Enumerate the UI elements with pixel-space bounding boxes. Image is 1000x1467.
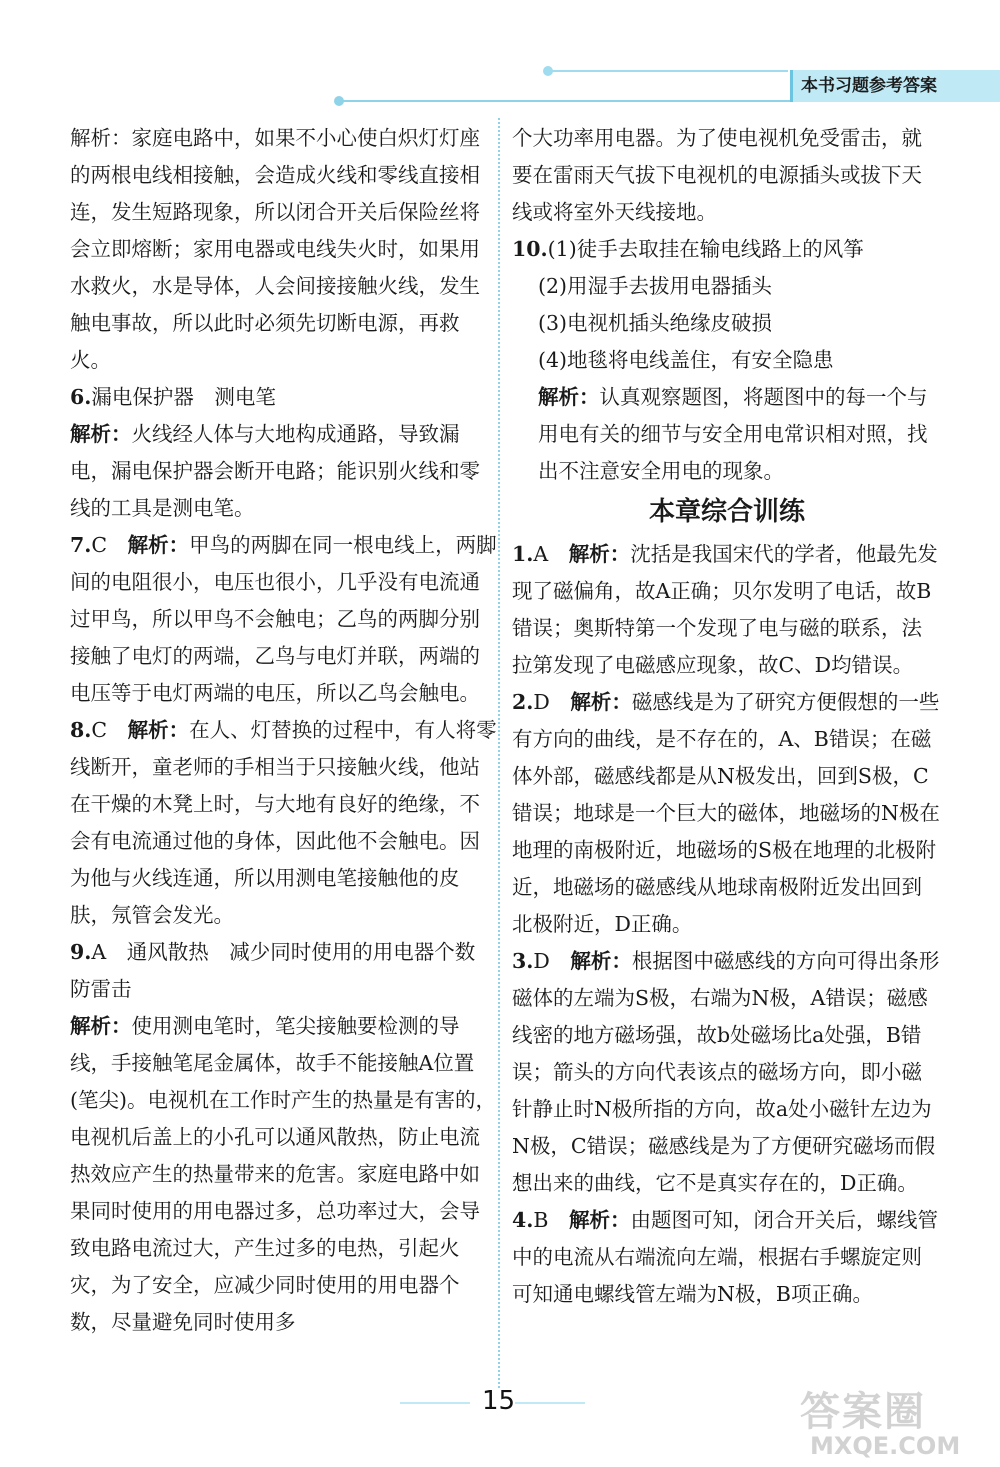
item-answer: A [533,542,549,566]
analysis-label: 解析： [538,385,600,409]
analysis-label: 解析： [70,1014,132,1038]
analysis-block-q5 [70,120,500,379]
analysis-text: 解析：家庭电路中，如果不小心使白炽灯灯座的两根电线相接触，会造成火线和零线直接相连，发生短路现象，所以闭合开关后保险丝将会立即熔断；家用电器或电线失火时，如果用水救火，水是导体，人会间接接触火线，发生触电事故，所以此时必须先切断电源，再救火。 [70,126,480,372]
answer-item-r2 [512,684,942,943]
analysis-text: 认真观察题图，将题图中的每一个与用电有关的细节与安全用电常识相对照，找出不注意安全用电的现象。 [538,385,928,483]
analysis-label: 解析： [127,718,190,742]
item-answer: D [533,949,550,973]
q10-answer-4: (4)地毯将电线盖住，有安全隐患 [538,348,834,372]
analysis-block-q9 [70,1008,500,1341]
watermark-line1: 答案圈 [800,1389,926,1435]
footer-deco-left [400,1402,470,1404]
item-number: 1. [512,542,534,566]
answer-item-r4 [512,1202,942,1313]
q10-answer-2: (2)用湿手去拔用电器插头 [538,274,773,298]
item-answer: 漏电保护器 测电笔 [91,385,276,409]
item-number: 7. [70,533,92,557]
item-answer: B [533,1208,549,1232]
header-accent-line [548,70,788,72]
footer-deco-right [515,1402,585,1404]
analysis-label: 解析： [568,1208,631,1232]
left-column [70,120,500,1341]
watermark-logo [800,1390,990,1460]
analysis-text: 个大功率用电器。为了使电视机免受雷击，就要在雷雨天气拔下电视机的电源插头或拔下天线或将室外天线接地。 [512,126,922,224]
answer-item-r1 [512,536,942,684]
header-rule-dot [334,96,344,106]
item-number: 3. [512,949,534,973]
analysis-label: 解析： [568,542,631,566]
analysis-label: 解析： [70,422,132,446]
item-answer: D [533,690,550,714]
analysis-label: 解析： [570,690,632,714]
item-number: 6. [70,385,92,409]
q10-answer-3: (3)电视机插头绝缘皮破损 [538,311,773,335]
analysis-text: 甲鸟的两脚在同一根电线上，两脚间的电阻很小，电压也很小，几乎没有电流通过甲鸟，所以甲鸟不会触电；乙鸟的两脚分别接触了电灯的两端，乙鸟与电灯并联，两端的电压等于电灯两端的电压，所以乙鸟会触电。 [70,533,497,705]
analysis-text: 在人、灯替换的过程中，有人将零线断开，童老师的手相当于只接触火线，他站在干燥的木凳上时，与大地有良好的绝缘，不会有电流通过他的身体，因此他不会触电。因为他与火线连通，所以用测电笔接触他的皮肤，氖管会发光。 [70,718,497,927]
watermark-line2: MXQE.COM [810,1432,961,1460]
analysis-label: 解析： [127,533,190,557]
answer-item-q8 [70,712,500,934]
analysis-text: 火线经人体与大地构成通路，导致漏电，漏电保护器会断开电路；能识别火线和零线的工具是测电笔。 [70,422,480,520]
analysis-block-q6 [70,416,500,527]
analysis-continuation-q9 [512,120,942,231]
answer-item-q10 [512,231,942,490]
header-tab-title: 本书习题参考答案 [790,70,1000,102]
analysis-text: 使用测电笔时，笔尖接触要检测的导线，手接触笔尾金属体，故手不能接触A位置(笔尖)。电视机在工作时产生的热量是有害的，电视机后盖上的小孔可以通风散热，防止电流热效应产生的热量带来的危害。家庭电路中如果同时使用的用电器过多，总功率过大，会导致电路电流过大，产生过多的电热，引起火灾，为了安全，应减少同时使用的用电器个数，尽量避免同时使用多 [70,1014,496,1334]
answer-item-q7 [70,527,500,712]
item-answer: C [91,718,108,742]
analysis-text: 沈括是我国宋代的学者，他最先发现了磁偏角，故A正确；贝尔发明了电话，故B错误；奥斯特第一个发现了电与磁的联系，法拉第发现了电磁感应现象，故C、D均错误。 [512,542,938,677]
item-answer: A 通风散热 减少同时使用的用电器个数 防雷击 [70,940,496,1001]
item-number: 9. [70,940,92,964]
item-number: 10. [512,237,548,261]
item-number: 4. [512,1208,534,1232]
header-accent-dot [543,66,553,76]
item-number: 2. [512,690,534,714]
q10-answer-1: (1)徒手去取挂在输电线路上的风筝 [547,237,864,261]
item-answer: C [91,533,108,557]
section-title: 本章综合训练 [648,497,805,527]
analysis-text: 由题图可知，闭合开关后，螺线管中的电流从右端流向左端，根据右手螺旋定则可知通电螺线管左端为N极，B项正确。 [512,1208,938,1306]
page-number: 15 [482,1386,516,1416]
right-column [512,120,942,1313]
analysis-label: 解析： [570,949,632,973]
analysis-text: 磁感线是为了研究方便假想的一些有方向的曲线，是不存在的，A、B错误；在磁体外部，磁感线都是从N极发出，回到S极，C错误；地球是一个巨大的磁体，地磁场的N极在地理的南极附近，地磁场的S极在地理的北极附近，地磁场的磁感线从地球南极附近发出回到北极附近，D正确。 [512,690,940,936]
item-number: 8. [70,718,92,742]
answer-item-q6 [70,379,500,416]
answer-item-r3 [512,943,942,1202]
answer-item-q9 [70,934,500,1008]
analysis-text: 根据图中磁感线的方向可得出条形磁体的左端为S极，右端为N极，A错误；磁感线密的地方磁场强，故b处磁场比a处强，B错误；箭头的方向代表该点的磁场方向，即小磁针静止时N极所指的方向，故a处小磁针左边为N极，C错误；磁感线是为了方便研究磁场而假想出来的曲线，它不是真实存在的，D正确。 [512,949,940,1195]
